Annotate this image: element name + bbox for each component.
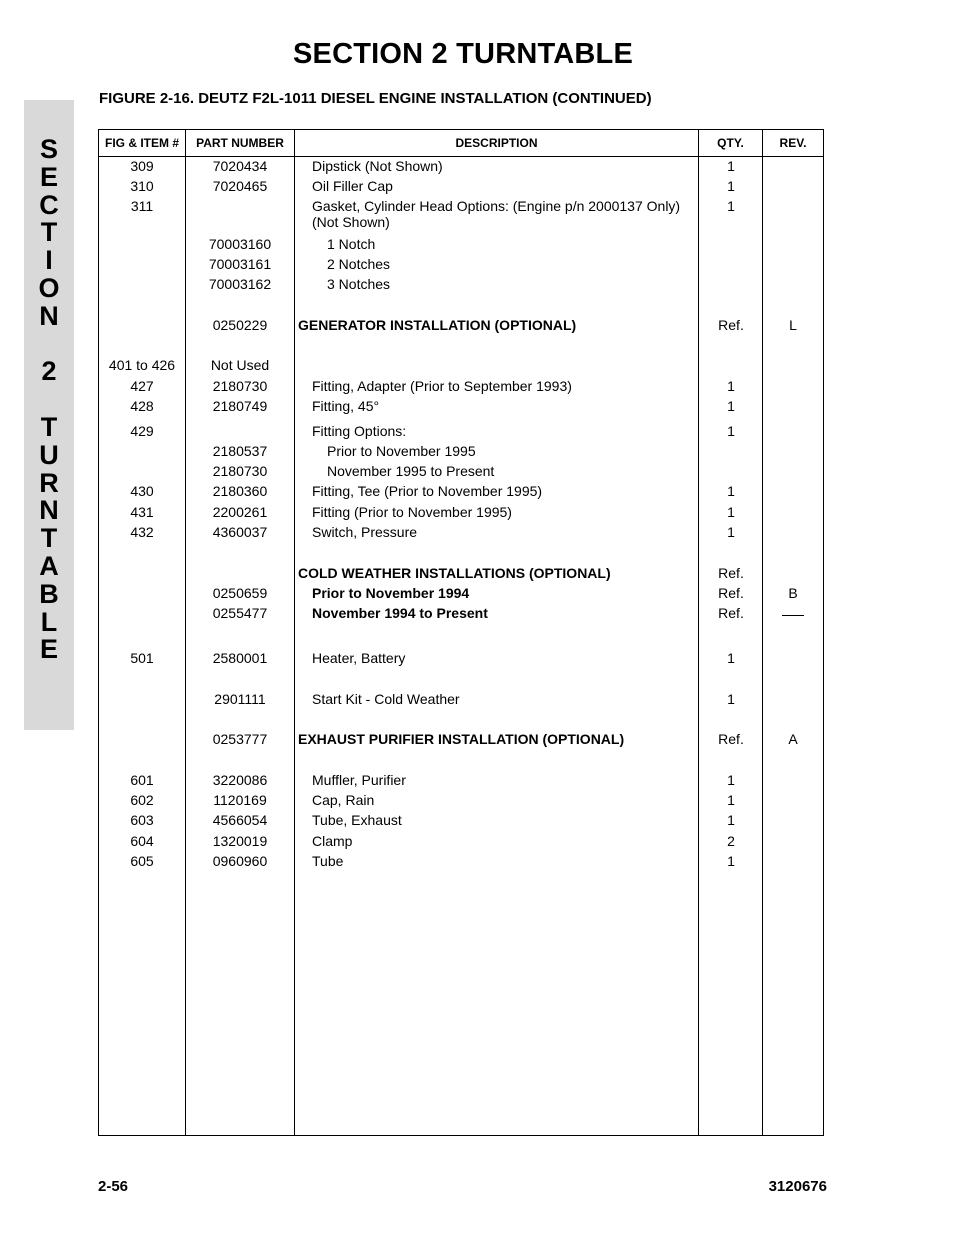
part-number-cell: 0250659 [212,585,268,601]
side-tab-letters [24,136,74,664]
side-tab-letter: 2 [41,356,57,387]
part-number-cell: Not Used [210,357,270,373]
description-cell: Oil Filler Cap [312,178,393,194]
header-part-number: PART NUMBER [196,136,284,150]
page-number: 2-56 [98,1178,129,1195]
qty-cell: 1 [727,691,735,707]
rev-dash [782,615,804,616]
description-cell: Fitting Options: [312,423,407,439]
side-tab-letter [45,331,53,359]
side-tab-letter: L [40,606,58,637]
fig-item-cell: 601 [130,772,154,788]
description-cell: Gasket, Cylinder Head Options: (Engine p/n 2000137 Only) [312,198,681,214]
rev-cell: A [788,731,798,747]
rev-cell: L [789,317,797,333]
side-tab-letter: E [39,634,58,665]
fig-item-cell: 429 [130,423,154,439]
description-cell: Fitting, Adapter (Prior to September 1993) [312,378,572,394]
fig-item-cell: 501 [130,650,154,666]
part-number-cell: 0960960 [212,853,268,869]
description-cell: Clamp [312,833,353,849]
header-rule [99,156,823,157]
qty-cell: 1 [727,650,735,666]
qty-cell: Ref. [718,565,744,581]
fig-item-cell: 605 [130,853,154,869]
part-number-cell: 4360037 [212,524,268,540]
part-number-cell: 2180730 [212,378,268,394]
part-number-cell: 4566054 [212,812,268,828]
qty-cell: Ref. [718,585,744,601]
part-number-cell: 7020434 [212,158,268,174]
fig-item-cell: 432 [130,524,154,540]
rev-cell: B [788,585,798,601]
qty-cell: 1 [727,772,735,788]
part-number-cell: 1120169 [213,792,267,808]
side-tab-letter: A [39,550,59,581]
parts-table [98,129,824,1136]
side-tab-letter: N [39,495,59,526]
description-cell: November 1994 to Present [312,605,488,621]
description-cell: Muffler, Purifier [312,772,406,788]
qty-cell: 2 [727,833,735,849]
header-qty: QTY. [717,136,744,150]
qty-cell: 1 [727,853,735,869]
description-cell: GENERATOR INSTALLATION (OPTIONAL) [298,317,577,333]
description-cell: 2 Notches [327,256,391,272]
side-tab-letter: S [39,134,58,164]
description-cell: Cap, Rain [312,792,375,808]
fig-item-cell: 310 [130,178,154,194]
qty-cell: Ref. [718,605,744,621]
part-number-cell: 0253777 [212,731,268,747]
description-cell: Prior to November 1995 [327,443,476,459]
description-cell: 3 Notches [327,276,391,292]
part-number-cell: 70003160 [208,236,272,252]
fig-item-cell: 602 [130,792,154,808]
rev-cell [763,605,823,622]
part-number-cell: 0255477 [212,605,268,621]
description-cell: Tube, Exhaust [312,812,402,828]
description-cell: Dipstick (Not Shown) [312,158,443,174]
qty-cell: 1 [727,398,735,414]
description-cell: Switch, Pressure [312,524,418,540]
part-number-cell: 0250229 [212,317,268,333]
part-number-cell: 2180360 [212,483,268,499]
description-cell: Fitting, 45° [312,398,380,414]
fig-item-cell: 401 to 426 [108,357,176,373]
part-number-cell: 2901111 [214,691,266,707]
qty-cell: Ref. [718,731,744,747]
figure-title: FIGURE 2-16. DEUTZ F2L-1011 DIESEL ENGINE INSTALLATION (CONTINUED) [99,90,652,107]
qty-cell: 1 [727,198,735,214]
description-cell: EXHAUST PURIFIER INSTALLATION (OPTIONAL) [298,731,625,747]
header-fig-item: FIG & ITEM # [104,136,179,150]
fig-item-cell: 427 [130,378,154,394]
qty-cell: 1 [727,423,735,439]
fig-item-cell: 428 [130,398,154,414]
fig-item-cell: 604 [130,833,154,849]
fig-item-cell: 430 [130,483,154,499]
part-number-cell: 1320019 [212,833,268,849]
description-cell: Fitting (Prior to November 1995) [312,504,512,520]
column-divider [762,130,763,1135]
fig-item-cell: 309 [130,158,154,174]
qty-cell: 1 [727,158,735,174]
fig-item-cell: 431 [130,504,154,520]
part-number-cell: 2180749 [212,398,268,414]
side-tab-letter: T [40,217,58,248]
side-tab-letter: U [39,439,59,470]
description-cell: Heater, Battery [312,650,406,666]
part-number-cell: 7020465 [212,178,268,194]
part-number-cell: 2180730 [212,463,268,479]
description-cell: 1 Notch [327,236,376,252]
qty-cell: 1 [727,483,735,499]
description-cell: Start Kit - Cold Weather [312,691,460,707]
qty-cell: 1 [727,792,735,808]
side-tab-letter: O [38,272,60,303]
side-tab-letter: R [39,467,59,498]
description-cell: Tube [312,853,344,869]
qty-cell: 1 [727,812,735,828]
header-rev: REV. [779,136,807,150]
side-tab-letter: B [39,578,59,609]
description-cell: (Not Shown) [312,214,390,230]
part-number-cell: 2180537 [212,443,268,459]
qty-cell: 1 [727,504,735,520]
page-title: SECTION 2 TURNTABLE [293,38,633,70]
fig-item-cell: 311 [130,198,154,214]
part-number-cell: 70003162 [208,276,272,292]
part-number-cell: 2200261 [212,504,268,520]
part-number-cell: 70003161 [208,256,272,272]
description-cell: COLD WEATHER INSTALLATIONS (OPTIONAL) [298,565,611,581]
side-tab-letter: I [45,245,53,276]
description-cell: November 1995 to Present [327,463,495,479]
fig-item-cell: 603 [130,812,154,828]
part-number-cell: 3220086 [212,772,268,788]
column-divider [294,130,295,1135]
qty-cell: 1 [727,378,735,394]
section-side-tab [24,100,74,730]
header-description: DESCRIPTION [455,136,538,150]
side-tab-letter: T [40,523,58,554]
qty-cell: 1 [727,178,735,194]
description-cell: Prior to November 1994 [312,585,470,601]
document-number: 3120676 [768,1178,827,1195]
side-tab-letter [45,386,53,414]
side-tab-letter: N [39,300,59,331]
description-cell: Fitting, Tee (Prior to November 1995) [312,483,543,499]
qty-cell: Ref. [718,317,744,333]
side-tab-letter: T [40,411,58,442]
side-tab-letter: E [39,161,58,192]
part-number-cell: 2580001 [212,650,268,666]
side-tab-letter: C [39,189,59,220]
qty-cell: 1 [727,524,735,540]
